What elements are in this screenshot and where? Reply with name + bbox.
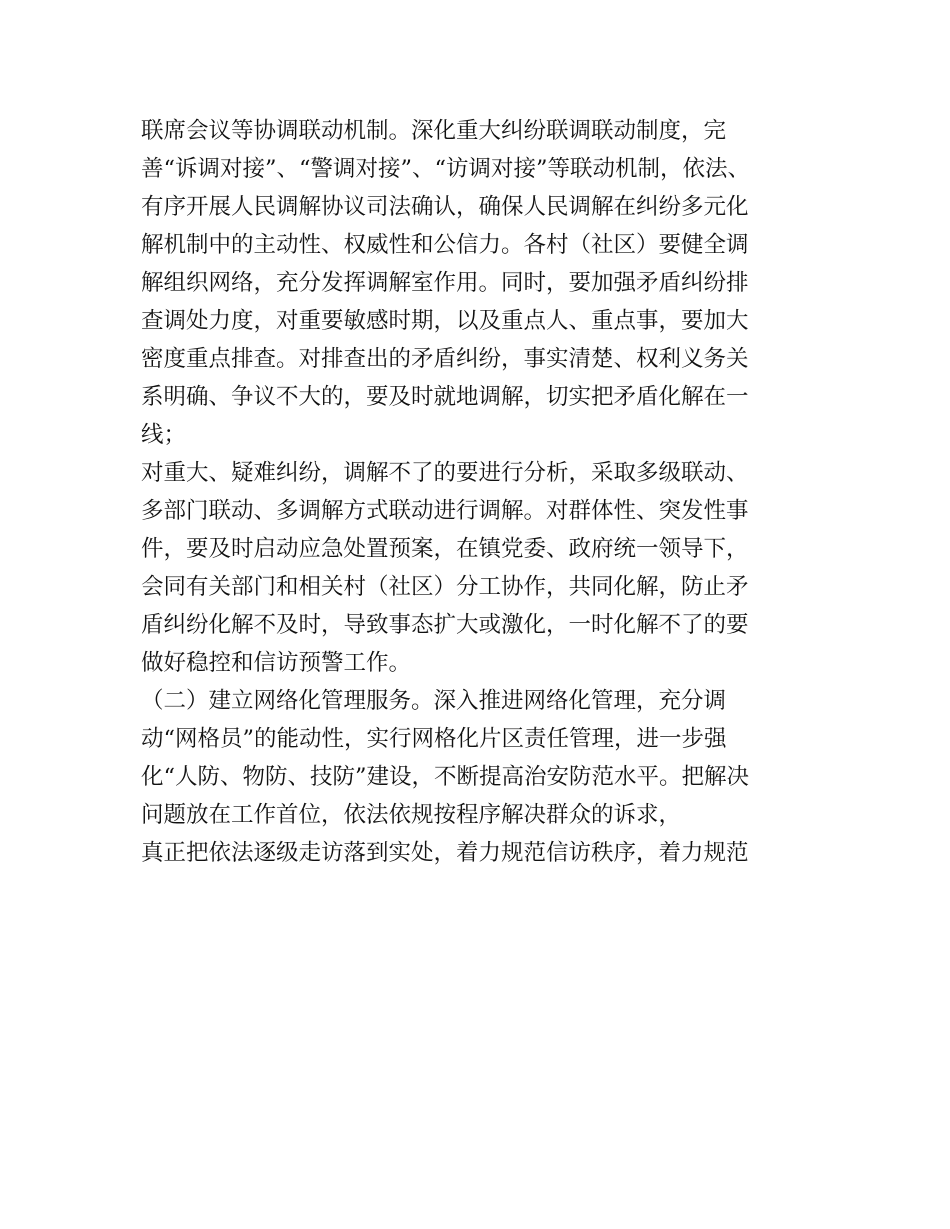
text-line: 盾纠纷化解不及时，导致事态扩大或激化，一时化解不了的要 [141,612,749,638]
text-line: 对重大、疑难纠纷，调解不了的要进行分析，采取多级联动、 [141,460,749,486]
text-line: 做好稳控和信访预警工作。 [141,650,412,676]
text-line: 联席会议等协调联动机制。深化重大纠纷联调联动制度，完 [141,118,727,144]
text-line: 多部门联动、多调解方式联动进行调解。对群体性、突发性事 [141,498,749,524]
text-line: 解组织网络，充分发挥调解室作用。同时，要加强矛盾纠纷排 [141,270,749,296]
text-line: 系明确、争议不大的，要及时就地调解，切实把矛盾化解在一 [141,384,749,410]
text-line: 会同有关部门和相关村（社区）分工协作，共同化解，防止矛 [141,574,749,600]
text-line: 问题放在工作首位，依法依规按程序解决群众的诉求， [141,802,682,828]
text-line: 化“人防、物防、技防”建设，不断提高治安防范水平。把解决 [141,764,750,790]
body-text [141,112,821,872]
text-line: 真正把依法逐级走访落到实处，着力规范信访秩序，着力规范 [141,840,749,866]
text-line: 线； [141,422,187,448]
text-line: 动“网格员”的能动性，实行网格化片区责任管理，进一步强 [141,726,727,752]
text-line: 件，要及时启动应急处置预案，在镇党委、政府统一领导下， [141,536,749,562]
text-line: （二）建立网络化管理服务。深入推进网络化管理，充分调 [141,688,727,714]
text-line: 有序开展人民调解协议司法确认，确保人民调解在纠纷多元化 [141,194,749,220]
text-line: 密度重点排查。对排查出的矛盾纠纷，事实清楚、权利义务关 [141,346,749,372]
text-line: 查调处力度，对重要敏感时期，以及重点人、重点事，要加大 [141,308,749,334]
text-line: 解机制中的主动性、权威性和公信力。各村（社区）要健全调 [141,232,749,258]
text-line: 善“诉调对接”、“警调对接”、“访调对接”等联动机制，依法、 [141,156,751,182]
